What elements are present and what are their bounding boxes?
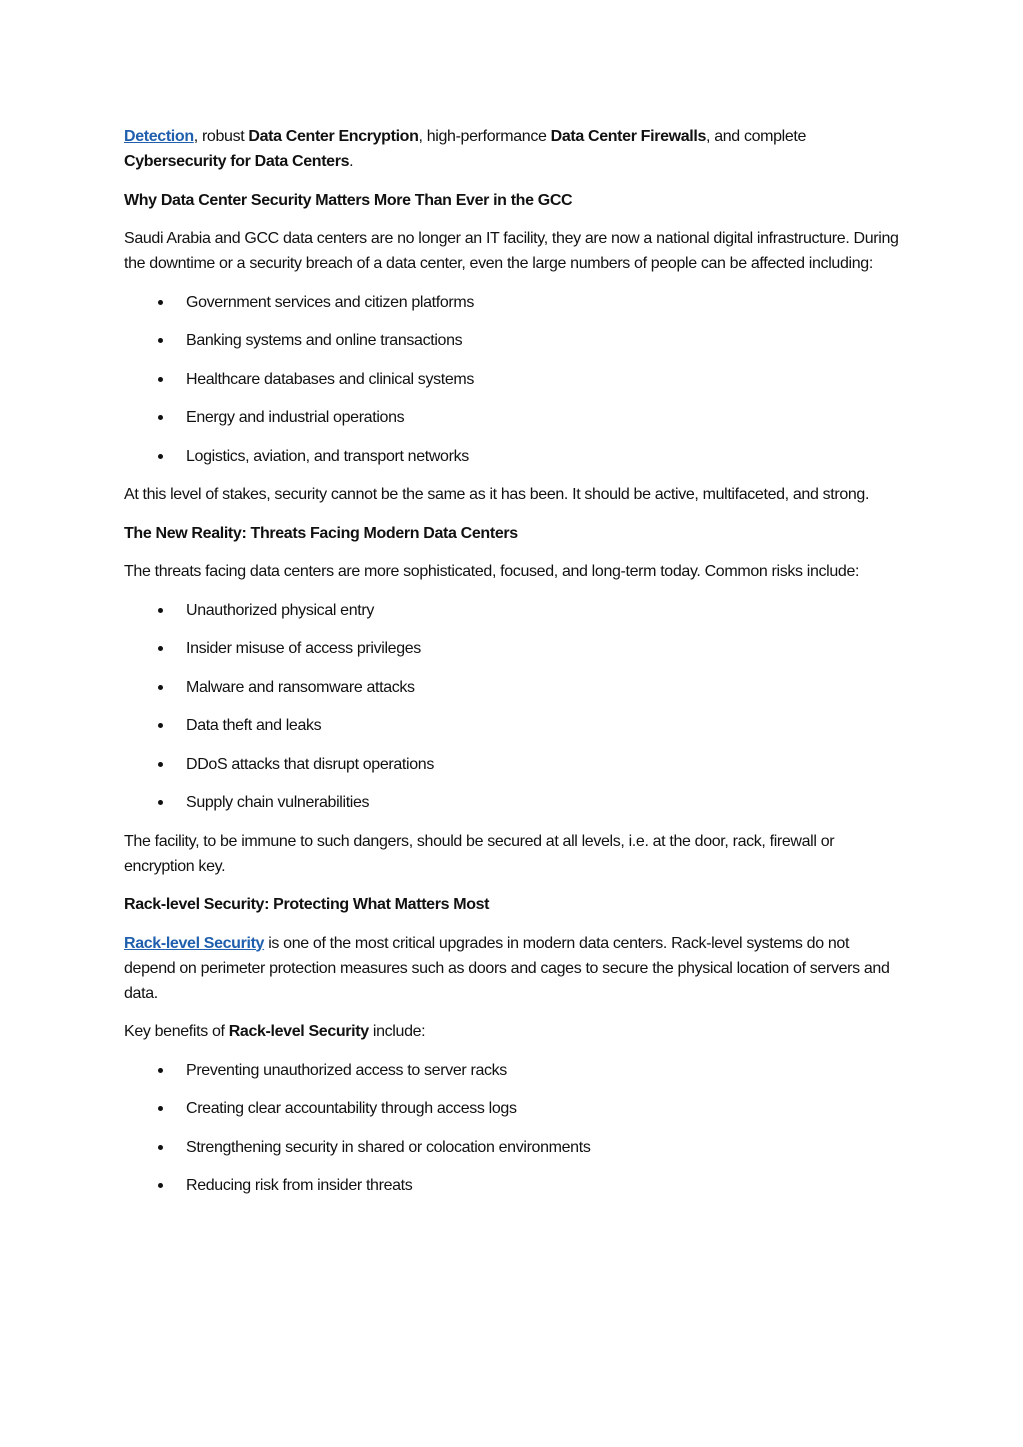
bullet-icon — [158, 762, 163, 767]
bullet-icon — [158, 1106, 163, 1111]
list-item: Data theft and leaks — [124, 713, 904, 738]
list-item: Unauthorized physical entry — [124, 598, 904, 623]
section-closing-threats: The facility, to be immune to such dangers, should be secured at all levels, i.e. at the door, rack, firewall or encryption key. — [124, 832, 835, 875]
list-item: Preventing unauthorized access to server racks — [124, 1058, 904, 1083]
section-paragraph-rack: Rack-level Security is one of the most critical upgrades in modern data centers. Rack-level systems do not depend on perimeter protection measures such as doors and cages to secure the physical location of servers and data. — [124, 934, 890, 1002]
list-item: Malware and ransomware attacks — [124, 675, 904, 700]
section-heading-gcc: Why Data Center Security Matters More Than Ever in the GCC — [124, 191, 573, 209]
section-heading-rack: Rack-level Security: Protecting What Matters Most — [124, 896, 490, 913]
bullet-icon — [158, 608, 163, 613]
list-item: Energy and industrial operations — [124, 405, 904, 430]
list-item: Healthcare databases and clinical systems — [124, 367, 904, 392]
detection-link[interactable]: Detection — [124, 128, 194, 145]
section-paragraph-threats: The threats facing data centers are more sophisticated, focused, and long-term today. Common risks include: — [124, 563, 860, 580]
list-item: Strengthening security in shared or colocation environments — [124, 1135, 904, 1160]
threats-list — [124, 598, 904, 816]
bullet-icon — [158, 1068, 163, 1073]
list-item: Supply chain vulnerabilities — [124, 790, 904, 815]
bullet-icon — [158, 415, 163, 420]
list-item: Logistics, aviation, and transport networks — [124, 444, 904, 469]
section-paragraph-gcc: Saudi Arabia and GCC data centers are no longer an IT facility, they are now a national digital infrastructure. During the downtime or a security breach of a data center, even the large numbers of people can be affected including: — [124, 230, 899, 272]
rack-level-security-link[interactable]: Rack-level Security — [124, 934, 265, 952]
document-page — [124, 124, 904, 1212]
section-closing-gcc: At this level of stakes, security cannot be the same as it has been. It should be active, multifaceted, and strong. — [124, 486, 870, 503]
list-item: Banking systems and online transactions — [124, 328, 904, 353]
bullet-icon — [158, 723, 163, 728]
bullet-icon — [158, 1145, 163, 1150]
affected-sectors-list — [124, 290, 904, 469]
list-item: Insider misuse of access privileges — [124, 636, 904, 661]
bullet-icon — [158, 685, 163, 690]
bullet-icon — [158, 800, 163, 805]
list-item: Creating clear accountability through access logs — [124, 1096, 904, 1121]
bullet-icon — [158, 338, 163, 343]
list-item: Government services and citizen platforms — [124, 290, 904, 315]
list-item: DDoS attacks that disrupt operations — [124, 752, 904, 777]
benefits-list — [124, 1058, 904, 1199]
bullet-icon — [158, 454, 163, 459]
bullet-icon — [158, 1183, 163, 1188]
bullet-icon — [158, 646, 163, 651]
section-heading-threats: The New Reality: Threats Facing Modern Data Centers — [124, 524, 518, 542]
benefits-intro: Key benefits of Rack-level Security include: — [124, 1023, 426, 1040]
bullet-icon — [158, 300, 163, 305]
intro-paragraph: Detection, robust Data Center Encryption, high-performance Data Center Firewalls, and complete Cybersecurity for Data Centers. — [124, 128, 807, 170]
bullet-icon — [158, 377, 163, 382]
list-item: Reducing risk from insider threats — [124, 1173, 904, 1198]
